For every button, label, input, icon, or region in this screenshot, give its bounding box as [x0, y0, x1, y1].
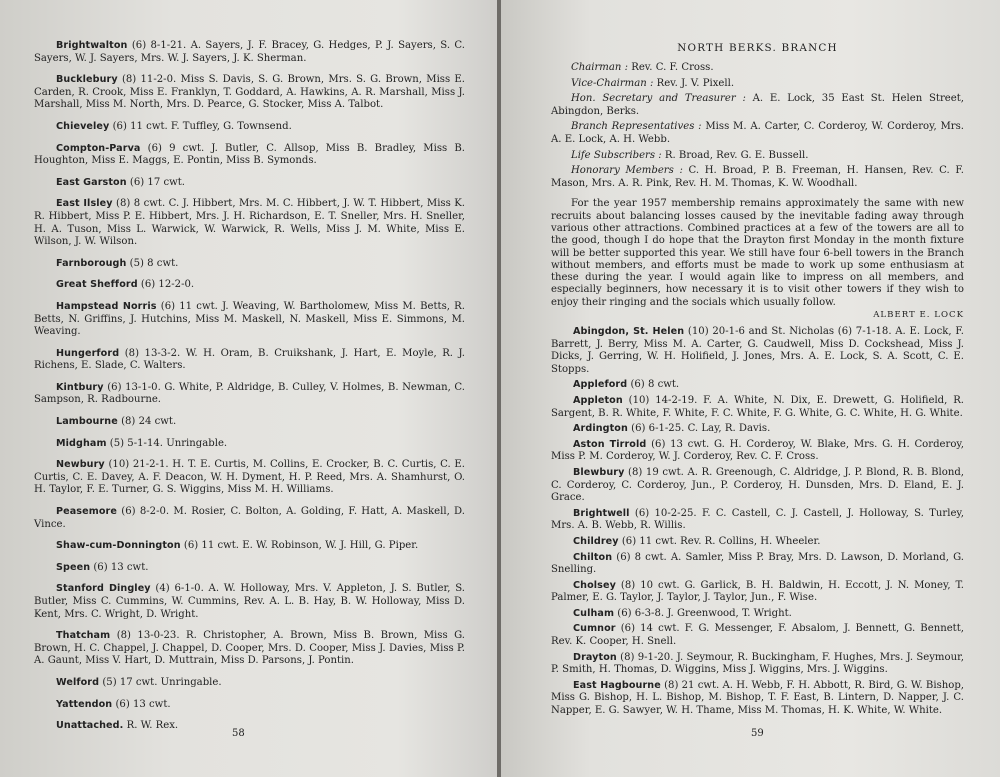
tower-name: Unattached. [56, 720, 124, 732]
tower-name: Peasemore [56, 506, 117, 518]
tower-name: Aston Tirrold [573, 438, 647, 450]
tower-name: Thatcham [56, 630, 111, 642]
tower-name: Compton-Parva [56, 142, 141, 154]
tower-entry [34, 198, 465, 248]
tower-entry [34, 301, 465, 339]
tower-entry [551, 536, 964, 549]
tower-name: Welford [56, 676, 100, 688]
tower-name: Culham [573, 607, 615, 619]
tower-details: R. W. Rex. [126, 720, 179, 732]
tower-name: Midgham [56, 437, 107, 449]
tower-name: Hampstead Norris [56, 300, 157, 312]
tower-details: (6) 6-3-8. J. Greenwood, T. Wright. [617, 607, 792, 619]
tower-entry [34, 416, 465, 429]
tower-details: (6) 13 cwt. G. H. Corderoy, W. Blake, Mrs. G. H. Corderoy, Miss P. M. Corderoy, W. J. Corderoy, Rev. C. F. Cross. [551, 438, 964, 463]
tower-entry [551, 680, 964, 718]
officer-names: C. H. Broad, P. B. Freeman, H. Hansen, Rev. C. F. Mason, Mrs. A. R. Pink, Rev. H. M. Thomas, K. W. Woodhall. [551, 165, 964, 189]
tower-details: (6) 6-1-25. C. Lay, R. Davis. [631, 423, 771, 435]
tower-name: Speen [56, 561, 91, 573]
tower-details: (6) 8 cwt. A. Samler, Miss P. Bray, Mrs. D. Lawson, D. Morland, G. Snelling. [551, 551, 964, 576]
tower-entry [551, 623, 964, 648]
officer-names: Rev. J. V. Pixell. [656, 77, 735, 89]
tower-details: (6) 11 cwt. Rev. R. Collins, H. Wheeler. [621, 535, 821, 547]
tower-name: Hungerford [56, 347, 120, 359]
tower-entry [551, 326, 964, 376]
tower-details: (8) 8 cwt. C. J. Hibbert, Mrs. M. C. Hibbert, J. W. T. Hibbert, Miss K. R. Hibbert, Miss P. E. Hibbert, Mrs. J. H. Richardson, E. T. Sneller, Mrs. H. Sneller, H. A. Tuson, Miss L. Warwick, W. Warwick, R. Wells, Miss J. M. White, Miss E. Wilson, J. W. Wilson. [34, 198, 465, 248]
officer-role: Honorary Members : [571, 165, 683, 177]
tower-name: Cumnor [573, 623, 616, 635]
tower-entry [551, 467, 964, 505]
tower-details: (10) 20-1-6 and St. Nicholas (6) 7-1-18. A. E. Lock, F. Barrett, J. Berry, Miss M. A. Carter, G. Caudwell, Miss D. Cockshead, Miss J. Dicks, J. Gerring, W. H. Holifield, J. Jones, Mrs. A. E. Lock, S. A. Scott, C. E. Stopps. [551, 326, 964, 375]
right-tower-list [551, 326, 964, 718]
officer-list [551, 62, 964, 190]
branch-title: NORTH BERKS. BRANCH [677, 42, 838, 54]
tower-name: Newbury [56, 459, 105, 471]
tower-details: (6) 13 cwt. [93, 561, 149, 573]
tower-name: Ardington [573, 423, 628, 435]
tower-entry [34, 562, 465, 575]
tower-name: Stanford Dingley [56, 583, 151, 595]
tower-name: Childrey [573, 535, 619, 547]
tower-name: Drayton [573, 651, 617, 663]
tower-details: (8) 19 cwt. A. R. Greenough, C. Aldridge, J. P. Blond, R. B. Blond, C. Corderoy, C. Corderoy, Jun., P. Corderoy, H. Dunsden, Mrs. D. Eland, E. J. Grace. [551, 466, 964, 504]
tower-entry [34, 720, 465, 733]
tower-details: (10) 14-2-19. F. A. White, N. Dix, E. Drewett, G. Holifield, R. Sargent, B. R. White, F. White, F. C. White, F. G. White, G. C. White, H. G. White. [551, 394, 964, 419]
tower-entry [34, 583, 465, 621]
tower-entry [551, 580, 964, 605]
tower-entry [34, 382, 465, 407]
tower-details: (8) 21 cwt. A. H. Webb, F. H. Abbott, R. Bird, G. W. Bishop, Miss G. Bishop, H. L. Bishop, M. Bishop, T. F. East, B. Lintern, D. Napper, J. C. Napper, E. G. Sawyer, W. H. Thame, Miss M. Thomas, H. K. White, W. White. [551, 679, 965, 717]
tower-entry [551, 652, 964, 677]
tower-entry [34, 177, 465, 190]
tower-details: (8) 10 cwt. G. Garlick, B. H. Baldwin, H. Eccott, J. N. Money, T. Palmer, E. G. Taylor, J. Taylor, J. Taylor, Jun., F. Wise. [551, 579, 964, 604]
officer-role: Hon. Secretary and Treasurer : [571, 93, 746, 105]
officer-role: Life Subscribers : [571, 149, 662, 161]
tower-entry [34, 74, 465, 112]
tower-name: Chieveley [56, 120, 110, 132]
tower-entry [551, 423, 964, 436]
tower-name: Yattendon [56, 698, 113, 710]
tower-entry [34, 40, 465, 65]
tower-entry [551, 608, 964, 621]
tower-name: Appleton [573, 394, 623, 406]
tower-entry [34, 121, 465, 134]
tower-details: (10) 21-2-1. H. T. E. Curtis, M. Collins, E. Crocker, B. C. Curtis, C. E. Curtis, C. E. Davey, A. F. Deacon, W. H. Dyment, H. P. Reed, Mrs. A. Shamhurst, O. H. Taylor, F. E. Turner, G. S. Wiggins, Miss M. H. Williams. [34, 459, 465, 496]
tower-name: Farnborough [56, 257, 127, 269]
right-page [501, 0, 1000, 777]
tower-details: (6) 13 cwt. [115, 698, 171, 710]
tower-entry [551, 395, 964, 420]
officer-names: Rev. C. F. Cross. [631, 62, 714, 73]
tower-entry [34, 677, 465, 690]
tower-details: (6) 8-1-21. A. Sayers, J. F. Bracey, G. Hedges, P. J. Sayers, S. C. Sayers, W. J. Sayers, Mrs. W. J. Sayers, J. K. Sherman. [34, 40, 465, 64]
tower-entry [34, 699, 465, 712]
tower-details: (5) 8 cwt. [129, 257, 179, 269]
tower-name: Abingdon, St. Helen [573, 326, 685, 338]
tower-entry [551, 379, 964, 392]
tower-details: (6) 11 cwt. J. Weaving, W. Bartholomew, Miss M. Betts, R. Betts, N. Griffins, J. Hutchins, Miss M. Maskell, N. Maskell, Miss E. Simmons, M. Weaving. [34, 300, 465, 338]
officer-line [551, 78, 964, 91]
tower-details: (6) 12-2-0. [140, 279, 195, 291]
officer-role: Chairman : [571, 62, 628, 73]
tower-details: (5) 5-1-14. Unringable. [109, 437, 228, 449]
tower-entry [34, 506, 465, 531]
tower-entry [34, 348, 465, 373]
tower-entry [551, 552, 964, 577]
tower-details: (6) 8-2-0. M. Rosier, C. Bolton, A. Golding, F. Hatt, A. Maskell, D. Vince. [34, 506, 465, 530]
tower-name: Blewbury [573, 466, 625, 478]
tower-name: East Garston [56, 176, 127, 188]
tower-name: Brightwalton [56, 40, 128, 51]
tower-entry [34, 438, 465, 451]
tower-details: (8) 13-3-2. W. H. Oram, B. Cruikshank, J. Hart, E. Moyle, R. J. Richens, E. Slade, C. Walters. [34, 347, 465, 372]
tower-name: Great Shefford [56, 279, 138, 291]
officer-line [551, 165, 964, 190]
tower-details: (5) 17 cwt. Unringable. [102, 676, 222, 688]
tower-entry [551, 508, 964, 533]
officer-names: R. Broad, Rev. G. E. Bussell. [664, 149, 809, 161]
officer-role: Vice-Chairman : [571, 77, 654, 89]
tower-details: (8) 11-2-0. Miss S. Davis, S. G. Brown, Mrs. S. G. Brown, Miss E. Carden, R. Crook, Miss E. Franklyn, T. Goddard, A. Hawkins, A. R. Marshall, Miss J. Marshall, Miss M. North, Mrs. D. Pearce, G. Stocker, Miss A. Talbot. [34, 74, 465, 111]
tower-name: Brightwell [573, 507, 630, 519]
page-number-right: 59 [751, 728, 764, 739]
tower-entry [34, 258, 465, 271]
tower-name: Shaw-cum-Donnington [56, 540, 181, 552]
tower-details: (8) 9-1-20. J. Seymour, R. Buckingham, F. Hughes, Mrs. J. Seymour, P. Smith, H. Thomas, D. Wiggins, Miss J. Wiggins, Mrs. J. Wiggins. [551, 651, 964, 676]
tower-name: East Hagbourne [573, 679, 661, 691]
tower-entry [34, 540, 465, 553]
left-page [0, 0, 497, 777]
tower-name: Bucklebury [56, 74, 118, 86]
officer-names: A. E. Lock, 35 East St. Helen Street, Abingdon, Berks. [551, 93, 964, 117]
branch-report: For the year 1957 membership remains approximately the same with new recruits about balancing losses caused by the inevitable fading away through various other attractions. Combined practices at a few of the towers are all to the good, though I do hope that the Drayton first Monday in the month fixture will be better supported this year. We still have four 6-bell towers in the Branch without members, and efforts must be made to work up some enthusiasm at these during the year. I would again like to impress on all members, and especially beginners, how necessary it is to visit other towers if they wish to enjoy their ringing and the socials which usually follow. [551, 198, 964, 308]
tower-entry [34, 630, 465, 668]
officer-line [551, 62, 964, 75]
left-tower-list [34, 40, 465, 733]
tower-name: Cholsey [573, 579, 616, 591]
tower-name: Chilton [573, 551, 613, 563]
tower-entry [34, 279, 465, 292]
tower-name: Kintbury [56, 381, 104, 393]
tower-name: East Ilsley [56, 198, 113, 210]
tower-details: (8) 24 cwt. [121, 416, 177, 428]
tower-name: Appleford [573, 379, 628, 391]
officer-names: Miss M. A. Carter, C. Corderoy, W. Corderoy, Mrs. A. E. Lock, A. H. Webb. [551, 121, 964, 145]
tower-details: (6) 17 cwt. [129, 176, 186, 188]
tower-details: (6) 11 cwt. E. W. Robinson, W. J. Hill, G. Piper. [183, 540, 419, 552]
tower-details: (8) 13-0-23. R. Christopher, A. Brown, Miss B. Brown, Miss G. Brown, H. C. Chappel, J. Chappel, D. Cooper, Mrs. D. Cooper, Miss J. Davies, Miss P. A. Gaunt, Miss V. Hart, D. Muttrain, Miss D. Parsons, J. Pontin. [34, 630, 465, 667]
tower-details: (6) 13-1-0. G. White, P. Aldridge, B. Culley, V. Holmes, B. Newman, C. Sampson, R. Radbourne. [34, 381, 465, 406]
officer-line [551, 93, 964, 118]
tower-name: Lambourne [56, 416, 118, 428]
tower-entry [34, 459, 465, 497]
report-signature: ALBERT E. LOCK [873, 310, 964, 321]
tower-entry [34, 143, 465, 168]
tower-details: (6) 10-2-25. F. C. Castell, C. J. Castell, J. Holloway, S. Turley, Mrs. A. B. Webb, R. Willis. [551, 507, 964, 532]
tower-entry [551, 439, 964, 464]
officer-line [551, 150, 964, 163]
page-number-left: 58 [232, 728, 245, 739]
tower-details: (6) 14 cwt. F. G. Messenger, F. Absalom, J. Bennett, G. Bennett, Rev. K. Cooper, H. Snell. [551, 623, 964, 648]
tower-details: (4) 6-1-0. A. W. Holloway, Mrs. V. Appleton, J. S. Butler, S. Butler, Miss C. Cummins, W. Cummins, Rev. A. L. B. Hay, B. W. Holloway, Miss D. Kent, Mrs. C. Wright, D. Wright. [34, 583, 465, 620]
tower-details: (6) 11 cwt. F. Tuffley, G. Townsend. [112, 120, 292, 132]
officer-role: Branch Representatives : [571, 121, 702, 133]
officer-line [551, 121, 964, 146]
tower-details: (6) 8 cwt. [630, 379, 680, 391]
tower-details: (6) 9 cwt. J. Butler, C. Allsop, Miss B. Bradley, Miss B. Houghton, Miss E. Maggs, E. Pontin, Miss B. Symonds. [34, 142, 465, 167]
